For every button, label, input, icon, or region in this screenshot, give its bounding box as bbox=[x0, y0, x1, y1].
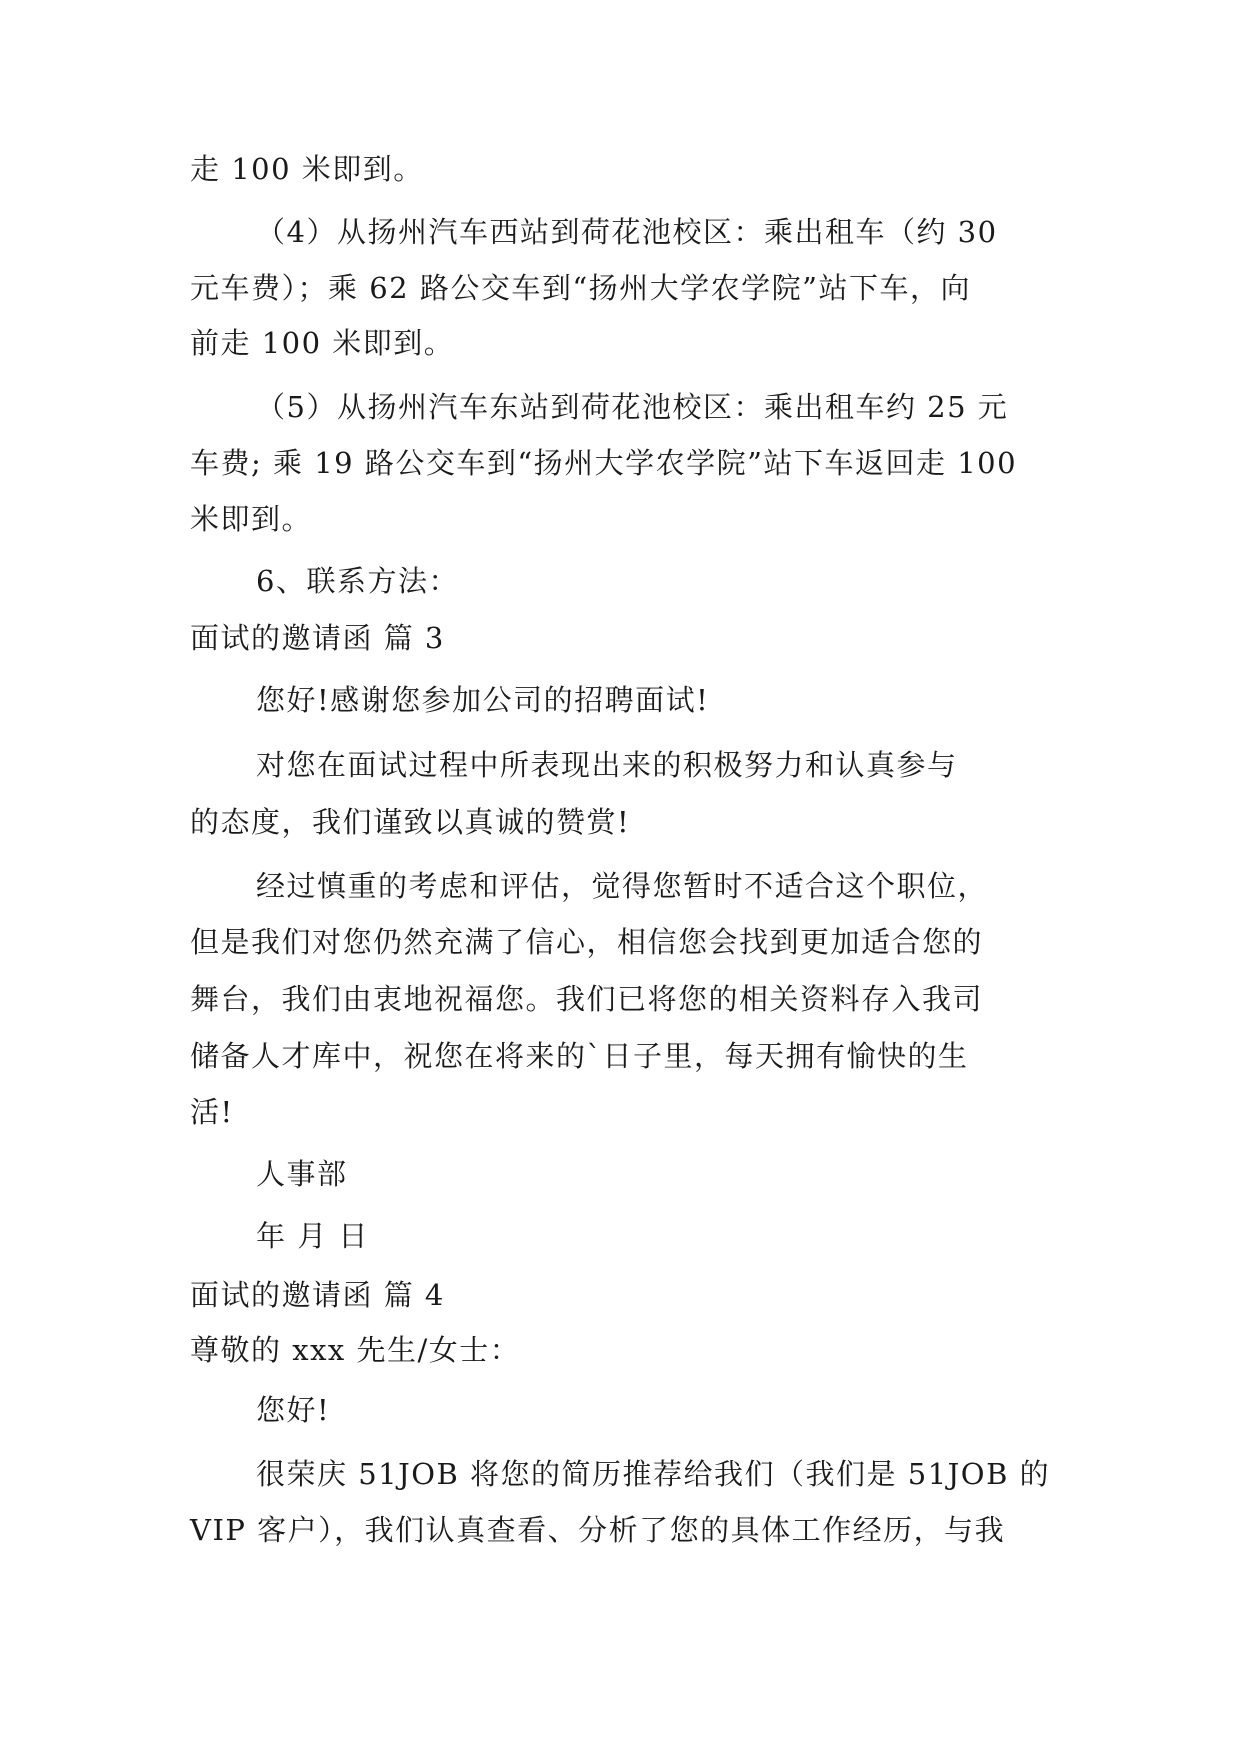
text-line: 元车费）；乘 62 路公交车到“扬州大学农学院”站下车，向 bbox=[190, 271, 971, 305]
text-line: 经过慎重的考虑和评估，觉得您暂时不适合这个职位， bbox=[256, 869, 989, 903]
text-line: 活! bbox=[190, 1095, 234, 1129]
text-line: 走 100 米即到。 bbox=[190, 152, 424, 186]
section-heading: 面试的邀请函 篇 4 bbox=[190, 1278, 445, 1312]
text-line: 很荣庆 51JOB 将您的简历推荐给我们（我们是 51JOB 的 bbox=[256, 1457, 1051, 1491]
text-line: （4）从扬州汽车西站到荷花池校区：乘出租车（约 30 bbox=[256, 215, 998, 249]
text-line: 米即到。 bbox=[190, 502, 313, 536]
text-line: 但是我们对您仍然充满了信心，相信您会找到更加适合您的 bbox=[190, 925, 984, 959]
section-heading: 面试的邀请函 篇 3 bbox=[190, 621, 445, 655]
text-line: VIP 客户），我们认真查看、分析了您的具体工作经历，与我 bbox=[190, 1513, 1006, 1547]
signature-date: 年 月 日 bbox=[256, 1219, 369, 1253]
text-line: 前走 100 米即到。 bbox=[190, 326, 455, 360]
text-line: 6、联系方法： bbox=[256, 564, 459, 598]
text-line: 您好!感谢您参加公司的招聘面试! bbox=[256, 683, 710, 717]
signature-department: 人事部 bbox=[256, 1157, 348, 1191]
text-line: （5）从扬州汽车东站到荷花池校区：乘出租车约 25 元 bbox=[256, 390, 1009, 424]
salutation: 尊敬的 xxx 先生/女士： bbox=[190, 1333, 521, 1367]
text-line: 您好! bbox=[256, 1393, 331, 1427]
text-line: 的态度，我们谨致以真诚的赞赏! bbox=[190, 805, 631, 839]
text-line: 储备人才库中，祝您在将来的`日子里，每天拥有愉快的生 bbox=[190, 1039, 969, 1073]
text-line: 对您在面试过程中所表现出来的积极努力和认真参与 bbox=[256, 748, 958, 782]
text-line: 舞台，我们由衷地祝福您。我们已将您的相关资料存入我司 bbox=[190, 982, 984, 1016]
text-line: 车费; 乘 19 路公交车到“扬州大学农学院”站下车返回走 100 bbox=[190, 446, 1018, 480]
